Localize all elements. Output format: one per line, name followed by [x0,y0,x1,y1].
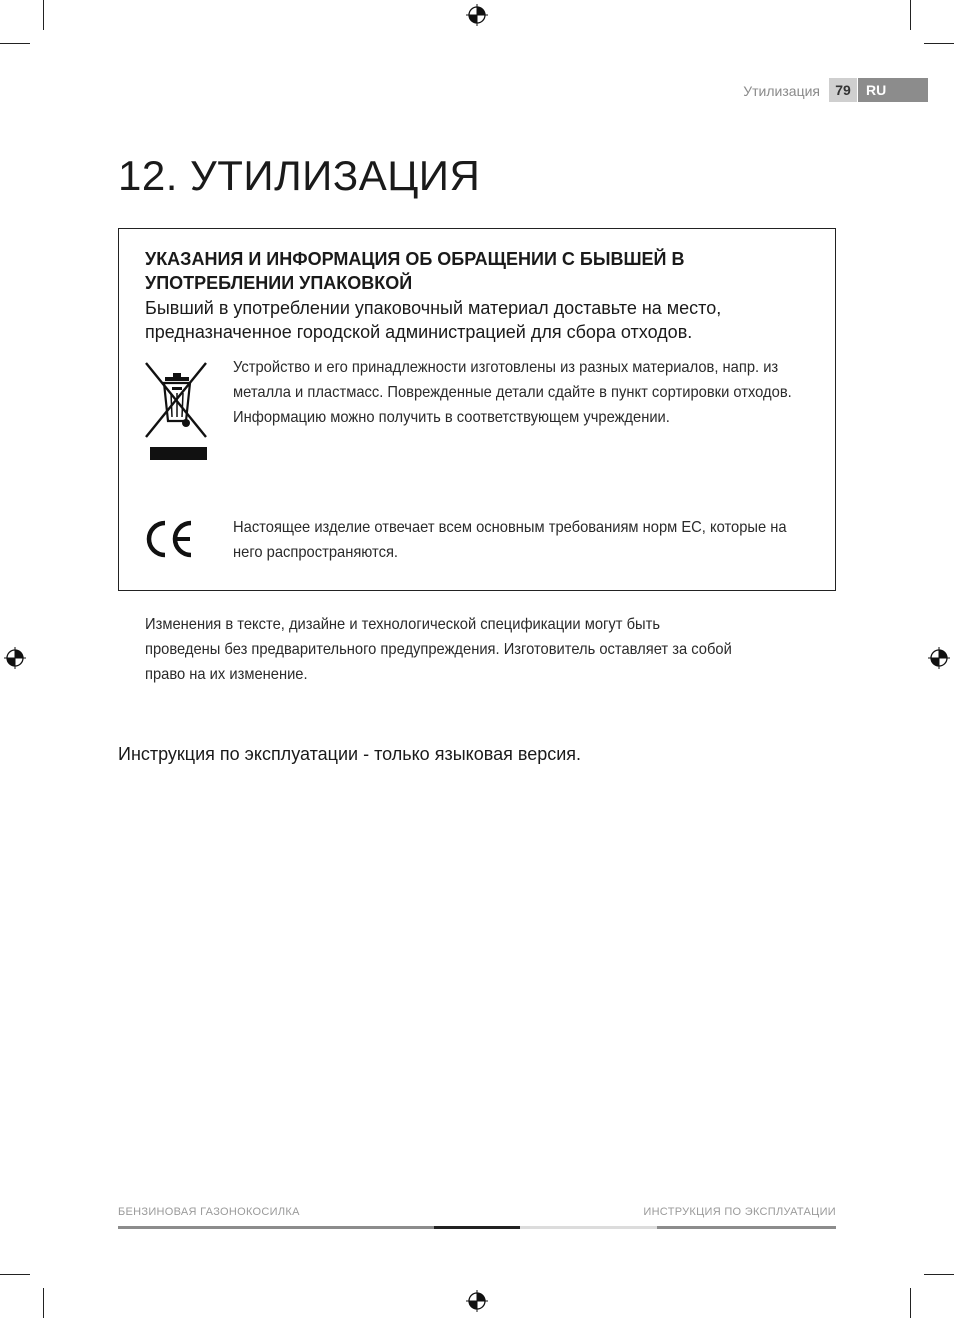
language-version-note: Инструкция по эксплуатации - только языковая версия. [118,744,582,764]
box-heading: УКАЗАНИЯ И ИНФОРМАЦИЯ ОБ ОБРАЩЕНИИ С БЫВШЕЙ В УПОТРЕБЛЕНИИ УПАКОВКОЙ [145,249,685,293]
crossed-bin-icon [143,359,209,462]
footer-product-name: БЕНЗИНОВАЯ ГАЗОНОКОСИЛКА [118,1206,300,1218]
crop-mark [924,1274,954,1275]
page-title: 12. УТИЛИЗАЦИЯ [118,152,481,199]
disposal-info-box [118,228,836,591]
crop-mark [43,0,44,30]
changes-notice: Изменения в тексте, дизайне и технологической спецификации могут быть проведены без предварительного предупреждения. Изготовитель оставляет за собой право на их изменение. [145,616,732,683]
crop-mark [910,0,911,30]
registration-mark-icon [466,1290,488,1312]
registration-mark-icon [4,647,26,669]
crop-mark [0,1274,30,1275]
header-page-number: 79 [829,78,857,102]
footer-bar-segment [657,1226,836,1229]
crop-mark [43,1288,44,1318]
box-intro-text: Бывший в употреблении упаковочный материал доставьте на место, предназначенное городской администрацией для сбора отходов. [145,298,722,342]
footer-bar-segment [118,1226,434,1229]
crop-mark [0,43,30,44]
ce-mark-icon [143,517,197,561]
header-section-label: Утилизация [743,83,820,99]
footer-bar-segment [434,1226,520,1229]
footer-bar-segment [520,1226,657,1229]
header-language-tab: RU [858,78,928,102]
crop-mark [924,43,954,44]
crop-mark [910,1288,911,1318]
registration-mark-icon [928,647,950,669]
footer-document-type: ИНСТРУКЦИЯ ПО ЭКСПЛУАТАЦИИ [643,1206,836,1218]
ce-compliance-text: Настоящее изделие отвечает всем основным требованиям норм ЕС, которые на него распространяются. [233,519,787,561]
registration-mark-icon [466,4,488,26]
weee-disposal-text: Устройство и его принадлежности изготовлены из разных материалов, напр. из металла и пластмасс. Поврежденные детали сдайте в пункт сортировки отходов. Информацию можно получить в соответствующем учреждении. [233,359,792,426]
